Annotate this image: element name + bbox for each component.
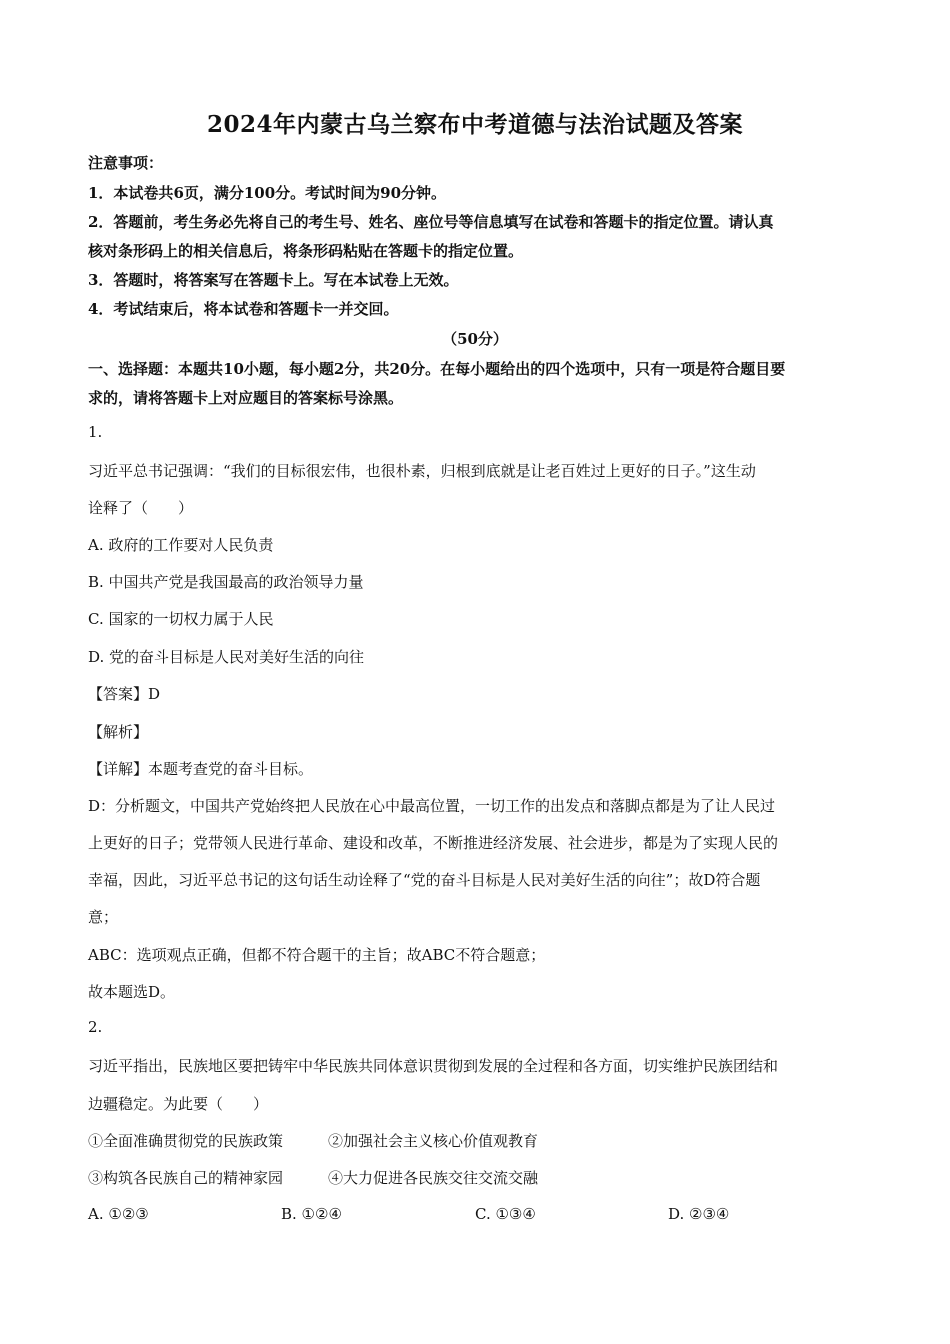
explanation-line: ABC：选项观点正确，但都不符合题干的主旨；故ABC不符合题意； bbox=[88, 946, 546, 964]
statement-line: ③构筑各民族自己的精神家园 ④大力促进各民族交往交流交融 bbox=[88, 1169, 539, 1187]
document-title: 2024年内蒙古乌兰察布中考道德与法治试题及答案 bbox=[206, 111, 743, 138]
question-number: 1. bbox=[88, 423, 103, 441]
answer: 【答案】D bbox=[88, 685, 161, 703]
question-stem: 习近平指出，民族地区要把铸牢中华民族共同体意识贯彻到发展的全过程和各方面，切实维护民族团结和 bbox=[88, 1057, 779, 1075]
option-c: C. ①③④ bbox=[475, 1205, 536, 1223]
explanation-line: 意； bbox=[88, 908, 119, 926]
question-number: 2. bbox=[88, 1018, 103, 1036]
notice-heading: 注意事项： bbox=[88, 154, 164, 172]
notice-item: 1．本试卷共6页，满分100分。考试时间为90分钟。 bbox=[88, 184, 447, 202]
explanation-line: 故本题选D。 bbox=[88, 983, 176, 1001]
option-c: C. 国家的一切权力属于人民 bbox=[88, 610, 274, 628]
option-a: A. ①②③ bbox=[88, 1205, 149, 1223]
notice-item: 3．答题时，将答案写在答题卡上。写在本试卷上无效。 bbox=[88, 271, 459, 289]
statement-line: ①全面准确贯彻党的民族政策 ②加强社会主义核心价值观教育 bbox=[88, 1132, 539, 1150]
question-stem: 习近平总书记强调：“我们的目标很宏伟，也很朴素，归根到底就是让老百姓过上更好的日子。”这生动 bbox=[88, 462, 756, 480]
analysis-label: 【解析】 bbox=[88, 723, 149, 741]
notice-item: 核对条形码上的相关信息后，将条形码粘贴在答题卡的指定位置。 bbox=[88, 242, 524, 260]
section-title: 求的，请将答题卡上对应题目的答案标号涂黑。 bbox=[88, 389, 404, 407]
option-a: A. 政府的工作要对人民负责 bbox=[88, 536, 274, 554]
option-d: D. 党的奋斗目标是人民对美好生活的向往 bbox=[88, 648, 365, 666]
option-b: B. ①②④ bbox=[281, 1205, 342, 1223]
explanation-line: 幸福，因此，习近平总书记的这句话生动诠释了“党的奋斗目标是人民对美好生活的向往”；故D符合题 bbox=[88, 871, 761, 889]
notice-item: 2．答题前，考生务必先将自己的考生号、姓名、座位号等信息填写在试卷和答题卡的指定位置。请认真 bbox=[88, 213, 774, 231]
question-stem: 边疆稳定。为此要（ ） bbox=[88, 1095, 269, 1113]
option-d: D. ②③④ bbox=[668, 1205, 730, 1223]
option-b: B. 中国共产党是我国最高的政治领导力量 bbox=[88, 573, 364, 591]
question-stem: 诠释了（ ） bbox=[88, 499, 194, 517]
detail-label: 【详解】本题考查党的奋斗目标。 bbox=[88, 760, 314, 778]
notice-item: 4．考试结束后，将本试卷和答题卡一并交回。 bbox=[88, 300, 399, 318]
explanation-line: D：分析题文，中国共产党始终把人民放在心中最高位置，一切工作的出发点和落脚点都是为了让人民过 bbox=[88, 797, 776, 815]
section-title: 一、选择题：本题共10小题，每小题2分，共20分。在每小题给出的四个选项中，只有一项是符合题目要 bbox=[88, 360, 786, 378]
section-score: （50分） bbox=[442, 330, 508, 348]
explanation-line: 上更好的日子；党带领人民进行革命、建设和改革，不断推进经济发展、社会进步，都是为了实现人民的 bbox=[88, 834, 779, 852]
